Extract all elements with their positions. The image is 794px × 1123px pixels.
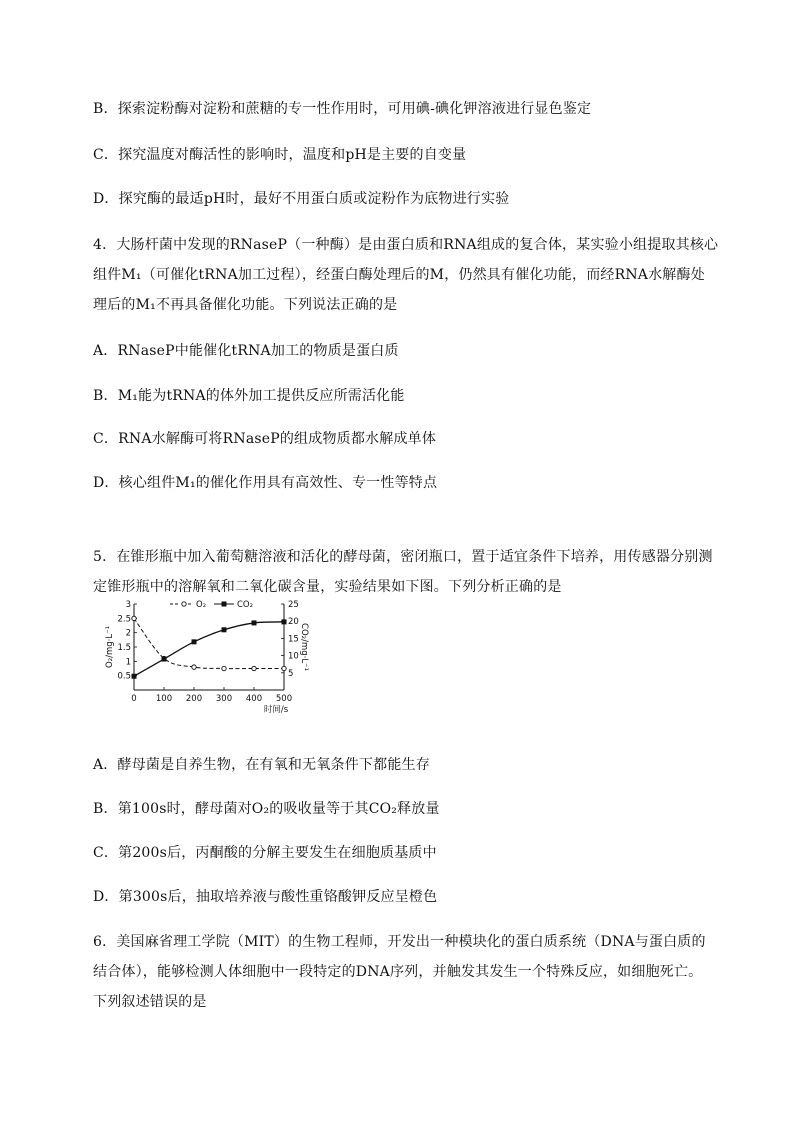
- text-line: [93, 932, 706, 952]
- right-tick-label: 20: [288, 617, 299, 628]
- right-tick-label: 10: [288, 651, 299, 662]
- item-text: 结合体），能够检测人体细胞中一段特定的DNA序列，并触发其发生一个特殊反应，如细胞死亡。: [93, 964, 703, 980]
- item-label: C．: [93, 431, 119, 447]
- co2-data-point: [282, 619, 287, 624]
- item-text: RNaseP中能催化tRNA加工的物质是蛋白质: [117, 343, 399, 359]
- item-label: 6．: [93, 934, 117, 950]
- item-text: 核心组件M₁的催化作用具有高效性、专一性等特点: [118, 475, 438, 491]
- o2-data-point: [252, 666, 256, 670]
- item-text: RNA水解酶可将RNaseP的组成物质都水解成单体: [118, 431, 437, 447]
- item-text: 第300s后，抽取培养液与酸性重铬酸钾反应呈橙色: [118, 889, 438, 905]
- text-line: [93, 99, 591, 119]
- item-text: 美国麻省理工学院（MIT）的生物工程师，开发出一种模块化的蛋白质系统（DNA与蛋白质的: [116, 934, 706, 950]
- text-line: [93, 755, 430, 775]
- text-line: [93, 473, 437, 493]
- x-tick-label: 400: [245, 694, 263, 704]
- o2-data-point: [132, 616, 136, 620]
- text-line: [93, 235, 718, 255]
- item-label: D．: [93, 889, 119, 905]
- text-line: [93, 547, 713, 567]
- o2-series-line: [134, 618, 284, 668]
- right-axis-label: CO₂/mg·L⁻¹: [299, 623, 309, 671]
- text-line: [93, 962, 702, 982]
- co2-data-point: [222, 627, 227, 632]
- item-label: C．: [93, 845, 119, 861]
- o2-data-point: [282, 666, 286, 670]
- legend-o2-marker: [182, 602, 186, 606]
- text-line: [93, 189, 509, 209]
- left-tick-label: 1: [125, 657, 131, 668]
- o2-data-point: [222, 666, 226, 670]
- x-axis-label: 时间/s: [263, 705, 289, 715]
- right-tick-label: 15: [288, 634, 299, 645]
- item-text: 探究温度对酶活性的影响时，温度和pH是主要的自变量: [118, 147, 467, 163]
- item-text: 探究酶的最适pH时，最好不用蛋白质或淀粉作为底物进行实验: [118, 191, 510, 207]
- item-label: B．: [93, 388, 118, 404]
- text-line: [93, 145, 466, 165]
- item-text: 酵母菌是自养生物，在有氧和无氧条件下都能生存: [117, 757, 430, 773]
- right-tick-label: 5: [288, 668, 294, 679]
- text-line: [93, 799, 440, 819]
- item-text: 在锥形瓶中加入葡萄糖溶液和活化的酵母菌，密闭瓶口，置于适宜条件下培养，用传感器分别测: [116, 549, 713, 565]
- item-text: 下列叙述错误的是: [93, 994, 207, 1010]
- left-tick-label: 1.5: [117, 643, 131, 653]
- left-tick-label: 3: [125, 600, 131, 610]
- text-line: [93, 265, 705, 285]
- left-tick-label: 2.5: [117, 614, 131, 625]
- legend-co2-label: CO₂: [237, 600, 254, 610]
- x-tick-label: 500: [275, 694, 293, 704]
- x-tick-label: 300: [215, 694, 233, 704]
- item-text: 组件M₁（可催化tRNA加工过程），经蛋白酶处理后的M，仍然具有催化功能，而经RNA水解酶处: [93, 267, 705, 283]
- text-line: [93, 843, 437, 863]
- left-axis-label: O₂/mg·L⁻¹: [105, 626, 115, 668]
- text-line: [93, 386, 405, 406]
- text-line: [93, 887, 437, 907]
- co2-data-point: [252, 620, 257, 625]
- item-text: 探索淀粉酶对淀粉和蔗糖的专一性作用时，可用碘-碘化钾溶液进行显色鉴定: [117, 101, 592, 117]
- item-text: 第100s时，酵母菌对O₂的吸收量等于其CO₂释放量: [117, 801, 440, 817]
- legend-co2-marker: [222, 602, 227, 607]
- item-label: 5．: [93, 549, 117, 565]
- co2-data-point: [162, 657, 167, 662]
- text-line: [93, 429, 436, 449]
- item-label: A．: [93, 343, 118, 359]
- item-label: 4．: [93, 237, 117, 253]
- item-text: 大肠杆菌中发现的RNaseP（一种酶）是由蛋白质和RNA组成的复合体，某实验小组提取其核心: [116, 237, 719, 253]
- item-text: 理后的M₁不再具备催化功能。下列说法正确的是: [93, 297, 398, 313]
- x-tick-label: 200: [185, 694, 203, 704]
- item-text: 第200s后，丙酮酸的分解主要发生在细胞质基质中: [118, 845, 437, 861]
- o2-data-point: [192, 665, 196, 669]
- item-label: A．: [93, 757, 118, 773]
- text-line: [93, 295, 397, 315]
- left-tick-label: 0.5: [117, 671, 131, 682]
- text-line: [93, 341, 399, 361]
- item-label: D．: [93, 191, 119, 207]
- item-label: D．: [93, 475, 119, 491]
- item-text: 定锥形瓶中的溶解氧和二氧化碳含量，实验结果如下图。下列分析正确的是: [93, 579, 562, 595]
- right-tick-label: 25: [288, 600, 299, 610]
- legend-o2-label: O₂: [196, 600, 207, 610]
- x-tick-label: 0: [131, 694, 137, 704]
- x-tick-label: 100: [155, 694, 173, 704]
- item-text: M₁能为tRNA的体外加工提供反应所需活化能: [117, 388, 405, 404]
- item-label: B．: [93, 101, 118, 117]
- item-label: B．: [93, 801, 118, 817]
- left-tick-label: 2: [125, 628, 131, 639]
- co2-data-point: [132, 674, 137, 679]
- text-line: [93, 992, 207, 1012]
- co2-data-point: [192, 639, 197, 644]
- o2-co2-line-chart: [90, 592, 310, 732]
- item-label: C．: [93, 147, 119, 163]
